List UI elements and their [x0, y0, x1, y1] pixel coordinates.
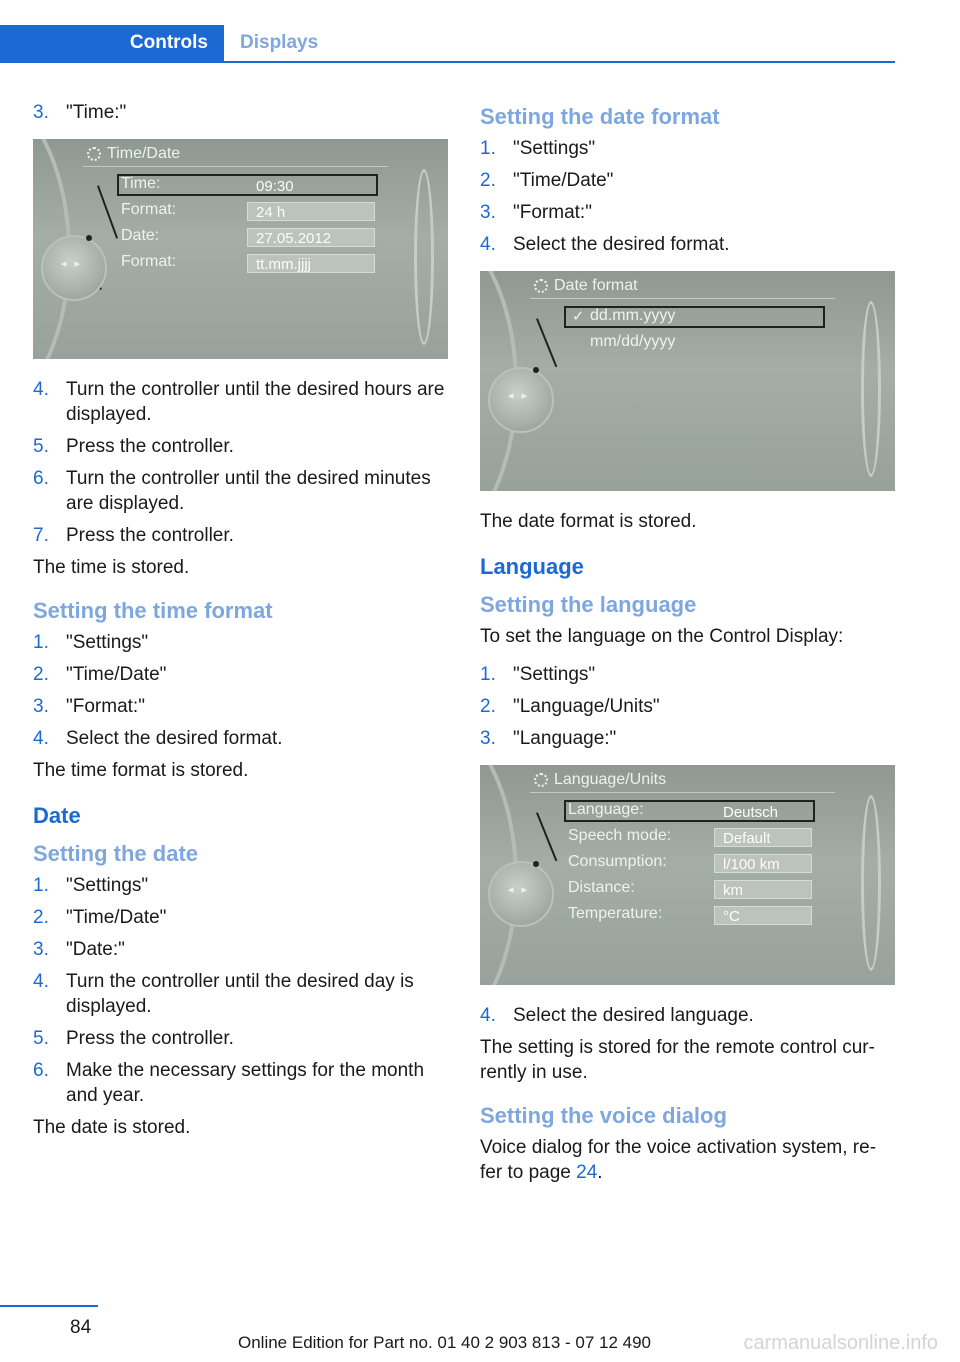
- page-number: 84: [70, 1317, 92, 1338]
- step-text: "Settings": [513, 138, 596, 159]
- left-right-arrows-icon: ◂▸: [508, 884, 536, 896]
- page-reference-link[interactable]: 24: [576, 1162, 598, 1183]
- step-text: Press the controller.: [66, 1028, 234, 1049]
- step-text: "Time:": [66, 102, 127, 123]
- menu-rows: [564, 799, 814, 929]
- menu-row-label: Temperature:: [568, 905, 663, 922]
- step-text: "Time/Date": [66, 664, 167, 685]
- step-number: 4.: [33, 728, 49, 749]
- menu-row-value: tt.mm.jjjj: [247, 254, 375, 273]
- pointer-dot: [533, 367, 539, 373]
- left-right-arrows-icon: ◂▸: [61, 258, 89, 270]
- watermark: carmanualsonline.info: [743, 1332, 938, 1354]
- step-text: Select the desired format.: [66, 728, 283, 749]
- heading-date-format: Setting the date format: [480, 104, 720, 129]
- left-right-arrows-icon: ◂▸: [508, 390, 536, 402]
- step-text: "Time/Date": [513, 170, 614, 191]
- menu-row-language: [564, 799, 814, 825]
- step-number: 1.: [33, 875, 49, 896]
- menu-row-label: Time:: [121, 175, 161, 192]
- menu-row-label: Speech mode:: [568, 827, 672, 844]
- menu-row-value: l/100 km: [714, 854, 812, 873]
- menu-row-value: Default: [714, 828, 812, 847]
- list-item: [33, 466, 449, 516]
- menu-row-value: 24 h: [247, 202, 375, 221]
- step-number: 2.: [33, 907, 49, 928]
- left-column: [33, 100, 449, 1147]
- step-number: 1.: [480, 664, 496, 685]
- settings-gear-icon: [87, 147, 101, 161]
- step-number: 7.: [33, 525, 49, 546]
- screen-title: [534, 769, 666, 791]
- step-text: Turn the controller until the desired hours are displayed.: [66, 379, 445, 425]
- menu-row-date-format: [117, 251, 379, 277]
- display-scroll-arc: [861, 795, 881, 971]
- step-number: 2.: [480, 696, 496, 717]
- step-text: Turn the controller until the desired minutes are displayed.: [66, 468, 431, 514]
- menu-option-label: mm/dd/yyyy: [590, 333, 676, 350]
- menu-row-label: Format:: [121, 201, 177, 218]
- list-item: [480, 662, 896, 687]
- list-item: [33, 726, 449, 751]
- sentence-end: .: [597, 1162, 603, 1183]
- edition-line: Online Edition for Part no. 01 40 2 903 813 - 07 12 490: [238, 1333, 652, 1352]
- language-units-screenshot: [480, 765, 895, 985]
- step-number: 3.: [33, 696, 49, 717]
- step-text: "Format:": [66, 696, 145, 717]
- step-number: 6.: [33, 1060, 49, 1081]
- title-divider: [530, 792, 835, 793]
- tab-controls[interactable]: Controls: [0, 25, 224, 61]
- screen-title-text: Language/Units: [554, 771, 667, 788]
- step-number: 5.: [33, 436, 49, 457]
- list-item: [33, 969, 449, 1019]
- right-column: [480, 100, 896, 1192]
- settings-gear-icon: [534, 773, 548, 787]
- menu-row-value: 27.05.2012: [247, 228, 375, 247]
- step-number: 3.: [33, 102, 49, 123]
- heading-setting-date: Setting the date: [33, 841, 199, 866]
- settings-gear-icon: [534, 279, 548, 293]
- step-text: Select the desired format.: [513, 234, 730, 255]
- screen-title: [87, 143, 180, 165]
- result-text: The date is stored.: [33, 1117, 191, 1138]
- screen-title-text: Time/Date: [107, 145, 181, 162]
- list-item: [33, 694, 449, 719]
- list-item: [480, 694, 896, 719]
- list-item: [33, 1058, 449, 1108]
- list-item: [33, 630, 449, 655]
- menu-rows: [117, 173, 379, 277]
- controller-pointer-line: [536, 318, 557, 367]
- menu-row-value: Deutsch: [723, 804, 779, 821]
- step-number: 4.: [33, 971, 49, 992]
- menu-row-time: [117, 173, 379, 199]
- screen-title: [534, 275, 638, 297]
- list-item: [33, 905, 449, 930]
- step-text: "Settings": [66, 875, 149, 896]
- step-number: 1.: [480, 138, 496, 159]
- heading-voice-dialog: Setting the voice dialog: [480, 1103, 727, 1128]
- list-item: [33, 662, 449, 687]
- pointer-dot: [533, 861, 539, 867]
- step-number: 2.: [480, 170, 496, 191]
- screen-title-text: Date format: [554, 277, 638, 294]
- step-number: 2.: [33, 664, 49, 685]
- result-text: The setting is stored for the remote control cur‐rently in use.: [480, 1037, 875, 1083]
- list-item: [480, 168, 896, 193]
- menu-row-speech-mode: [564, 825, 814, 851]
- result-text: The time format is stored.: [33, 760, 249, 781]
- checkmark-icon: ✓: [572, 308, 585, 325]
- time-date-screenshot: [33, 139, 448, 359]
- date-format-screenshot: [480, 271, 895, 491]
- menu-row-date: [117, 225, 379, 251]
- menu-rows: [564, 305, 826, 357]
- list-item: [33, 100, 449, 125]
- menu-row-consumption: [564, 851, 814, 877]
- menu-row-label: Language:: [568, 801, 644, 818]
- tab-displays[interactable]: Displays: [240, 32, 319, 53]
- menu-option-label: dd.mm.yyyy: [590, 307, 676, 324]
- controller-pointer-line: [97, 185, 118, 238]
- step-text: Press the controller.: [66, 525, 234, 546]
- step-text: "Settings": [66, 632, 149, 653]
- result-text: The time is stored.: [33, 557, 190, 578]
- step-number: 4.: [480, 234, 496, 255]
- step-number: 6.: [33, 468, 49, 489]
- controller-pointer-line: [536, 812, 557, 861]
- intro-text: To set the language on the Control Display:: [480, 626, 844, 647]
- step-number: 3.: [480, 202, 496, 223]
- list-item: [33, 937, 449, 962]
- menu-option-selected: [564, 305, 826, 331]
- heading-setting-language: Setting the language: [480, 592, 697, 617]
- section-tab-bar: [0, 25, 895, 63]
- display-scroll-arc: [861, 301, 881, 477]
- step-number: 3.: [480, 728, 496, 749]
- voice-dialog-sentence: Voice dialog for the voice activation system, re‐fer to page: [480, 1137, 877, 1183]
- step-text: "Format:": [513, 202, 592, 223]
- step-number: 3.: [33, 939, 49, 960]
- pointer-dot: [86, 235, 92, 241]
- menu-row-value: km: [714, 880, 812, 899]
- list-item: [33, 434, 449, 459]
- step-number: 4.: [33, 379, 49, 400]
- menu-option: [564, 331, 826, 357]
- list-item: [33, 523, 449, 548]
- menu-row-temperature: [564, 903, 814, 929]
- step-text: Press the controller.: [66, 436, 234, 457]
- menu-row-label: Consumption:: [568, 853, 667, 870]
- step-text: "Date:": [66, 939, 125, 960]
- list-item: [480, 200, 896, 225]
- heading-language: Language: [480, 554, 584, 579]
- list-item: [480, 232, 896, 257]
- step-text: Turn the controller until the desired day is displayed.: [66, 971, 414, 1017]
- menu-row-value: °C: [714, 906, 812, 925]
- step-text: Select the desired language.: [513, 1005, 754, 1026]
- title-divider: [530, 298, 835, 299]
- menu-row-label: Format:: [121, 253, 177, 270]
- step-text: Make the necessary settings for the month and year.: [66, 1060, 425, 1106]
- menu-row-label: Distance:: [568, 879, 635, 896]
- step-text: "Language:": [513, 728, 617, 749]
- heading-date: Date: [33, 803, 81, 828]
- list-item: [33, 377, 449, 427]
- step-text: "Settings": [513, 664, 596, 685]
- step-text: "Language/Units": [513, 696, 660, 717]
- step-text: "Time/Date": [66, 907, 167, 928]
- list-item: [33, 873, 449, 898]
- menu-row-label: Date:: [121, 227, 160, 244]
- menu-row-value: 09:30: [256, 178, 294, 195]
- list-item: [480, 1003, 896, 1028]
- result-text: The date format is stored.: [480, 511, 697, 532]
- voice-dialog-text: [480, 1135, 896, 1185]
- display-scroll-arc: [414, 169, 434, 345]
- list-item: [33, 1026, 449, 1051]
- menu-row-distance: [564, 877, 814, 903]
- footer-rule: [0, 1305, 98, 1307]
- heading-time-format: Setting the time format: [33, 598, 273, 623]
- step-number: 5.: [33, 1028, 49, 1049]
- list-item: [480, 136, 896, 161]
- title-divider: [83, 166, 388, 167]
- step-number: 4.: [480, 1005, 496, 1026]
- menu-row-format: [117, 199, 379, 225]
- list-item: [480, 726, 896, 751]
- step-number: 1.: [33, 632, 49, 653]
